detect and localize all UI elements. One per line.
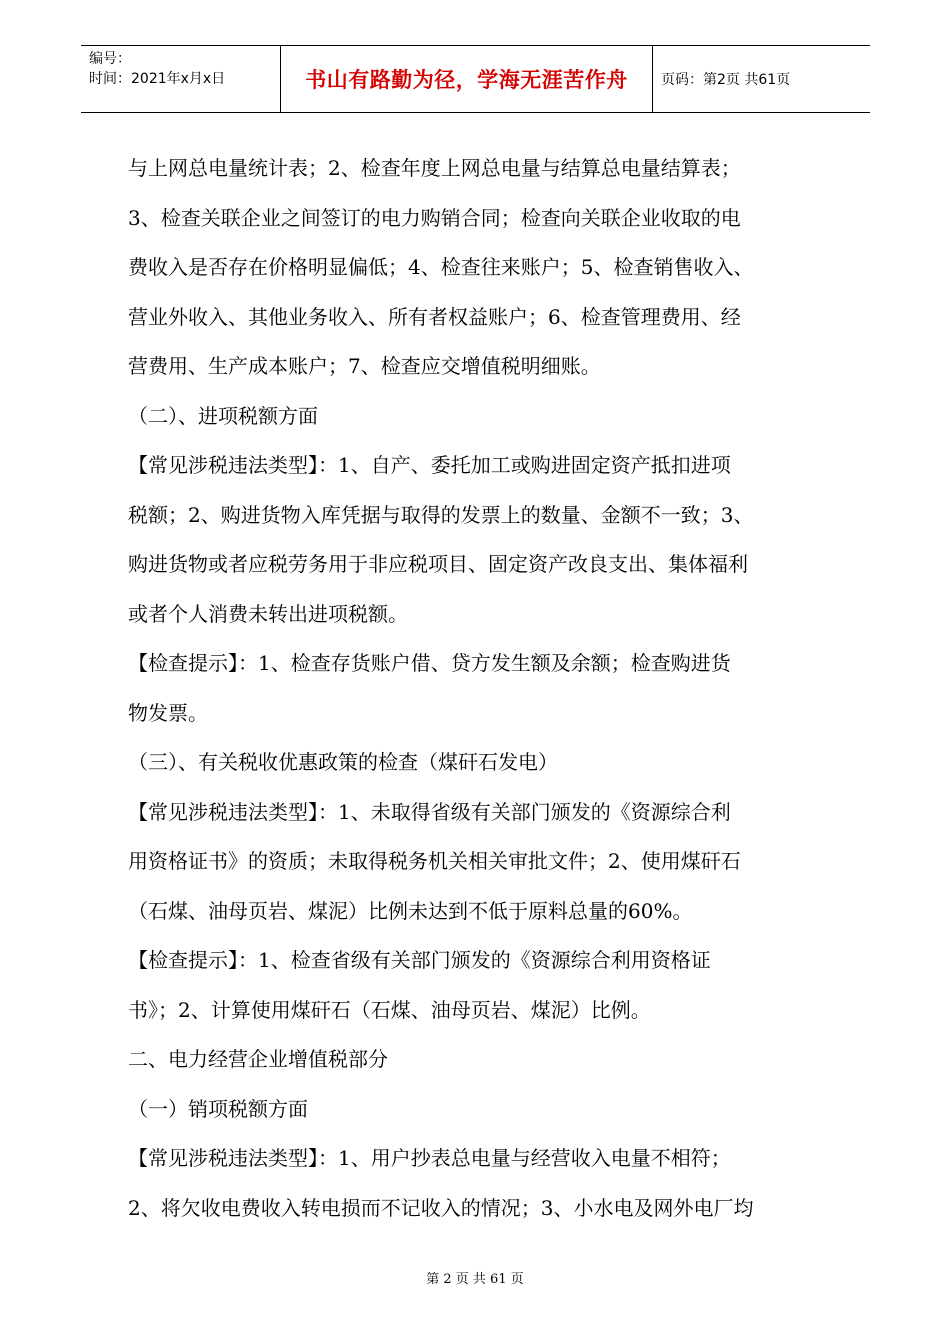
section-heading: （二）、进项税额方面 xyxy=(128,403,318,428)
body-line: 营费用、生产成本账户；7、检查应交增值税明细账。 xyxy=(128,354,601,378)
header-meta-cell xyxy=(81,46,281,112)
body-line: 【检查提示】：1、检查存货账户借、贷方发生额及余额；检查购进货 xyxy=(128,651,731,675)
header-page-info: 页码：第2页 共61页 xyxy=(661,72,791,88)
body-line: （石煤、油母页岩、煤泥）比例未达到不低于原料总量的60%。 xyxy=(128,898,693,923)
body-line: 3、检查关联企业之间签订的电力购销合同；检查向关联企业收取的电 xyxy=(128,205,741,230)
section-heading: （三）、有关税收优惠政策的检查（煤矸石发电） xyxy=(128,750,558,774)
body-line: 与上网总电量统计表；2、检查年度上网总电量与结算总电量结算表； xyxy=(128,156,741,180)
document-body xyxy=(128,144,828,1233)
body-line: 2、将欠收电费收入转电损而不记收入的情况；3、小水电及网外电厂均 xyxy=(128,1195,754,1220)
page-footer: 第 2 页 共 61 页 xyxy=(426,1272,524,1287)
header-number-label: 编号： xyxy=(89,51,131,67)
document-header xyxy=(81,45,870,113)
body-line: 【常见涉税违法类型】：1、未取得省级有关部门颁发的《资源综合利 xyxy=(128,799,731,824)
body-line: 用资格证书》的资质；未取得税务机关相关审批文件；2、使用煤矸石 xyxy=(128,849,741,873)
body-line: 书》；2、计算使用煤矸石（石煤、油母页岩、煤泥）比例。 xyxy=(128,997,651,1022)
body-line: 费收入是否存在价格明显偏低；4、检查往来账户；5、检查销售收入、 xyxy=(128,255,754,279)
body-line: 【检查提示】：1、检查省级有关部门颁发的《资源综合利用资格证 xyxy=(128,948,711,972)
body-line: 或者个人消费未转出进项税额。 xyxy=(128,601,408,626)
section-heading: 二、电力经营企业增值税部分 xyxy=(128,1047,388,1071)
body-line: 购进货物或者应税劳务用于非应税项目、固定资产改良支出、集体福利 xyxy=(128,552,748,576)
body-line: 物发票。 xyxy=(128,700,208,725)
body-line: 【常见涉税违法类型】：1、用户抄表总电量与经营收入电量不相符； xyxy=(128,1146,731,1170)
header-motto: 书山有路勤为径，学海无涯苦作舟 xyxy=(281,46,653,112)
body-line: 税额；2、购进货物入库凭据与取得的发票上的数量、金额不一致；3、 xyxy=(128,502,754,527)
body-line: 营业外收入、其他业务收入、所有者权益账户；6、检查管理费用、经 xyxy=(128,304,741,329)
section-heading: （一）销项税额方面 xyxy=(128,1096,308,1121)
body-line: 【常见涉税违法类型】：1、自产、委托加工或购进固定资产抵扣进项 xyxy=(128,453,731,477)
header-time-label: 时间：2021年x月x日 xyxy=(89,71,226,87)
